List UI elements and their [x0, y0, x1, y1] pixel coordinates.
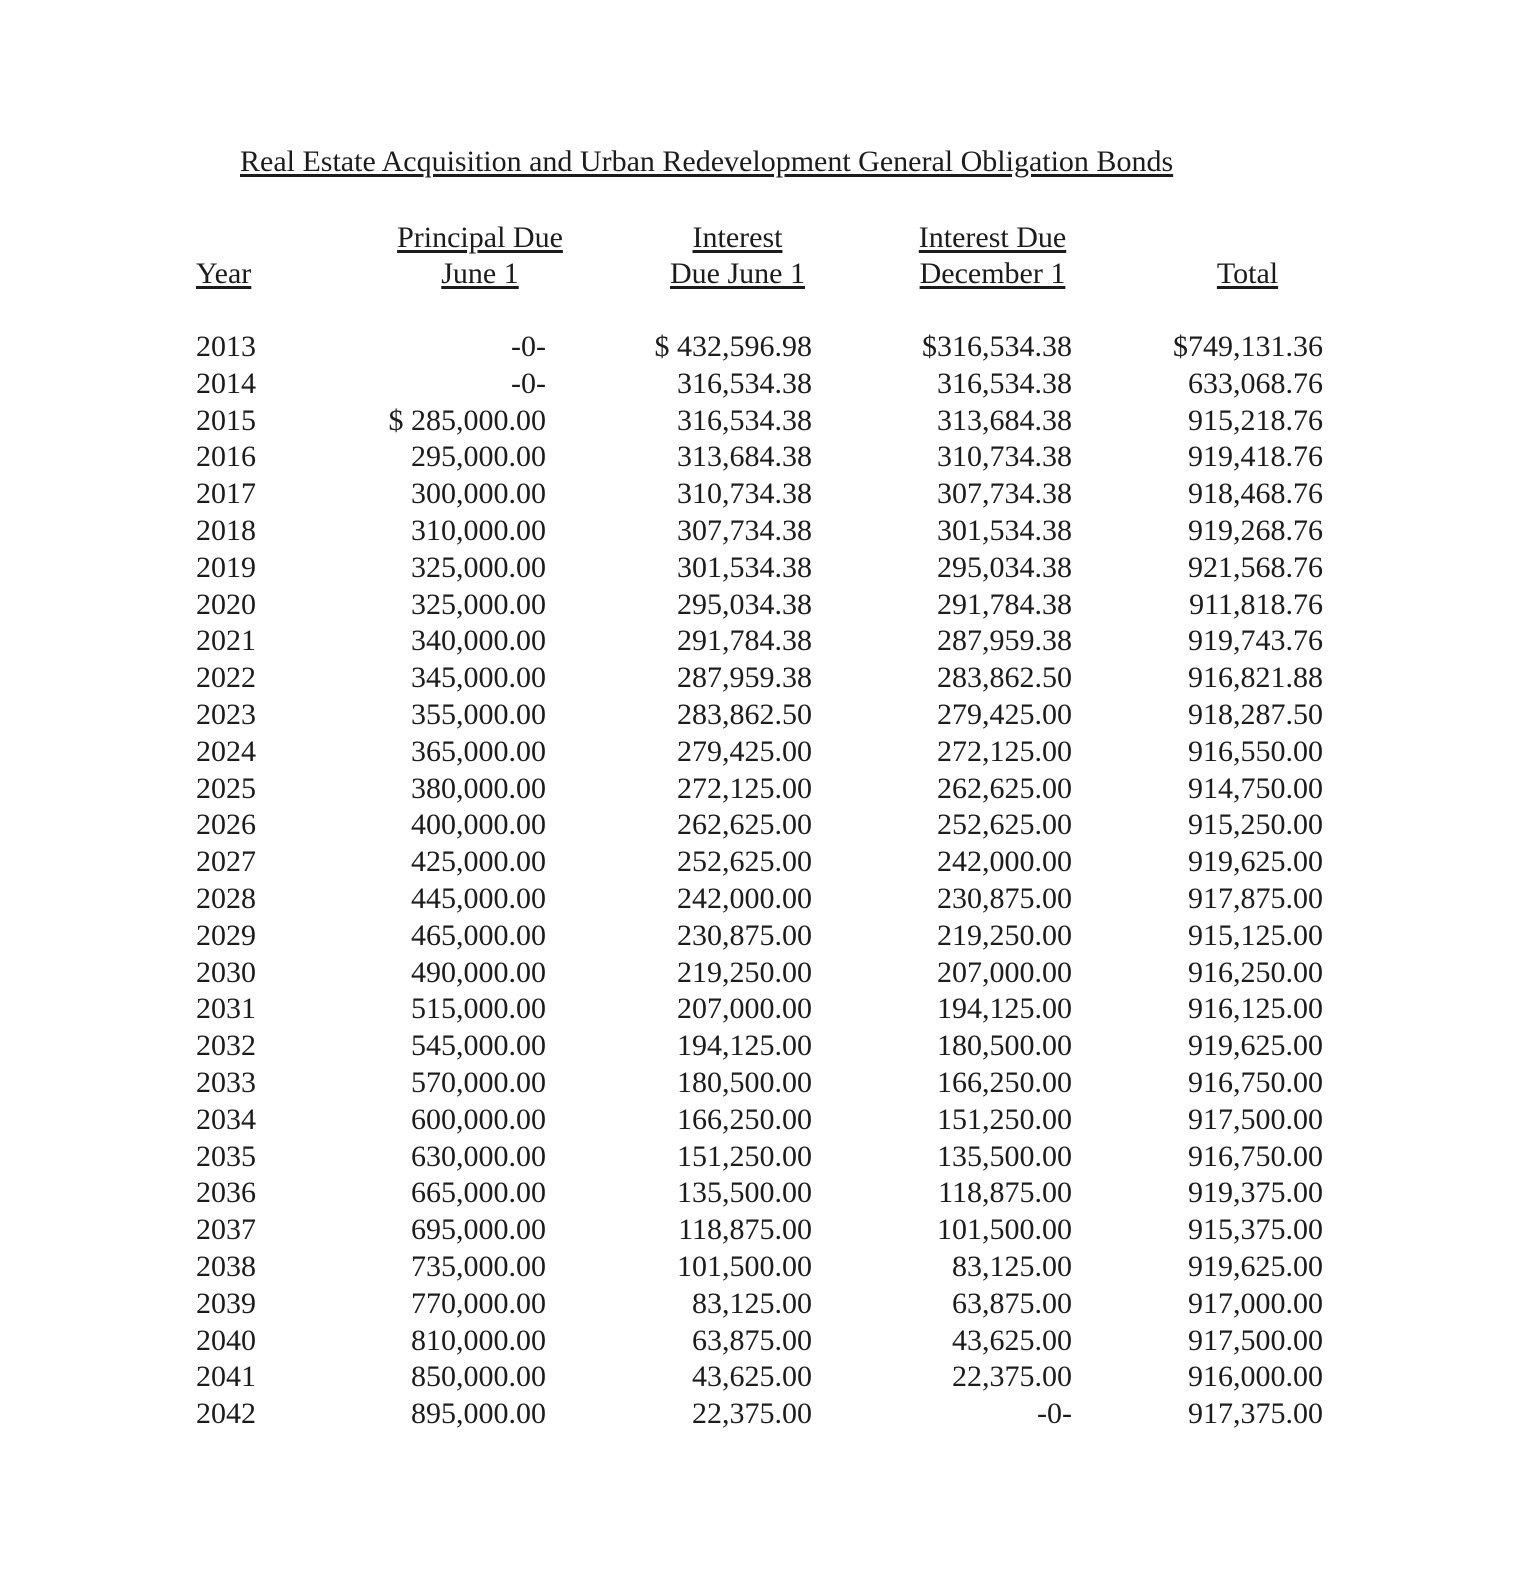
cell-total: 921,568.76: [1188, 550, 1323, 584]
cell-interest-june: 307,734.38: [677, 513, 812, 547]
cell-total: 919,375.00: [1188, 1176, 1323, 1210]
cell-interest-december: 316,534.38: [937, 366, 1072, 400]
cell-interest-june: 295,034.38: [677, 587, 812, 621]
cell-interest-june: 301,534.38: [677, 550, 812, 584]
cell-interest-december: 307,734.38: [937, 477, 1072, 511]
cell-principal: 400,000.00: [411, 808, 546, 842]
column-header-total-label: Total: [1216, 257, 1279, 290]
table-row: [0, 623, 1515, 660]
cell-total: 915,250.00: [1188, 808, 1323, 842]
cell-interest-december: 219,250.00: [937, 918, 1072, 952]
cell-principal: 570,000.00: [411, 1065, 546, 1099]
column-header-interest-june: [650, 220, 825, 292]
cell-total: 919,418.76: [1188, 440, 1323, 474]
cell-year: 2026: [196, 808, 256, 842]
cell-year: 2013: [196, 330, 256, 363]
table-row: [0, 1102, 1515, 1139]
table-row: [0, 881, 1515, 918]
table-row: [0, 403, 1515, 440]
cell-principal: -0-: [511, 366, 546, 400]
cell-interest-june: 279,425.00: [677, 734, 812, 768]
table-row: [0, 660, 1515, 697]
table-row: [0, 1359, 1515, 1396]
table-row: [0, 1249, 1515, 1286]
cell-total: 916,750.00: [1188, 1139, 1323, 1173]
column-header-year-label: Year: [196, 257, 252, 290]
cell-principal: 445,000.00: [411, 881, 546, 915]
cell-year: 2018: [196, 513, 256, 547]
cell-total: 919,268.76: [1188, 513, 1323, 547]
cell-year: 2033: [196, 1065, 256, 1099]
cell-interest-june: 252,625.00: [677, 845, 812, 879]
cell-interest-june: 207,000.00: [677, 992, 812, 1026]
table-row: [0, 476, 1515, 513]
cell-total: 915,218.76: [1188, 403, 1323, 437]
table-row: [0, 844, 1515, 881]
cell-year: 2024: [196, 734, 256, 768]
cell-total: 916,750.00: [1188, 1065, 1323, 1099]
cell-year: 2038: [196, 1249, 256, 1283]
cell-interest-june: 22,375.00: [692, 1397, 812, 1431]
cell-total: 916,250.00: [1188, 955, 1323, 989]
table-row: [0, 1286, 1515, 1323]
table-row: [0, 329, 1515, 366]
cell-principal: 465,000.00: [411, 918, 546, 952]
cell-interest-december: 262,625.00: [937, 771, 1072, 805]
cell-interest-june: 262,625.00: [677, 808, 812, 842]
cell-interest-june: 283,862.50: [677, 697, 812, 731]
cell-interest-december: 272,125.00: [937, 734, 1072, 768]
cell-interest-december: 101,500.00: [937, 1213, 1072, 1247]
cell-year: 2025: [196, 771, 256, 805]
cell-total: 915,125.00: [1188, 918, 1323, 952]
cell-total: 916,821.88: [1188, 661, 1323, 695]
cell-principal: 425,000.00: [411, 845, 546, 879]
table-row: [0, 1065, 1515, 1102]
column-header-interest-december: [900, 220, 1085, 292]
cell-year: 2028: [196, 881, 256, 915]
cell-total: 917,000.00: [1188, 1286, 1323, 1320]
column-header-interest-december-line2: December 1: [919, 257, 1066, 290]
cell-total: 915,375.00: [1188, 1213, 1323, 1247]
cell-year: 2040: [196, 1323, 256, 1357]
cell-principal: 895,000.00: [411, 1397, 546, 1431]
cell-interest-june: 230,875.00: [677, 918, 812, 952]
table-row: [0, 1396, 1515, 1433]
table-row: [0, 1175, 1515, 1212]
cell-year: 2035: [196, 1139, 256, 1173]
cell-principal: 295,000.00: [411, 440, 546, 474]
cell-interest-december: 180,500.00: [937, 1029, 1072, 1063]
cell-interest-december: 287,959.38: [937, 624, 1072, 658]
cell-principal: 325,000.00: [411, 550, 546, 584]
cell-interest-june: 310,734.38: [677, 477, 812, 511]
cell-principal: 340,000.00: [411, 624, 546, 658]
cell-principal: 365,000.00: [411, 734, 546, 768]
cell-total: 918,287.50: [1188, 697, 1323, 731]
cell-interest-june: 63,875.00: [692, 1323, 812, 1357]
cell-interest-december: 194,125.00: [937, 992, 1072, 1026]
cell-year: 2016: [196, 440, 256, 474]
table-row: [0, 697, 1515, 734]
cell-total: $749,131.36: [1173, 330, 1323, 363]
cell-interest-june: 316,534.38: [677, 403, 812, 437]
table-row: [0, 1028, 1515, 1065]
cell-principal: 600,000.00: [411, 1102, 546, 1136]
cell-year: 2023: [196, 697, 256, 731]
cell-total: 918,468.76: [1188, 477, 1323, 511]
cell-principal: 545,000.00: [411, 1029, 546, 1063]
cell-interest-june: 219,250.00: [677, 955, 812, 989]
cell-year: 2042: [196, 1397, 256, 1431]
cell-interest-june: 166,250.00: [677, 1102, 812, 1136]
cell-interest-june: 291,784.38: [677, 624, 812, 658]
column-header-year: [196, 256, 251, 292]
cell-interest-june: 313,684.38: [677, 440, 812, 474]
table-row: [0, 1212, 1515, 1249]
table-row: [0, 991, 1515, 1028]
cell-principal: 735,000.00: [411, 1249, 546, 1283]
cell-interest-june: 272,125.00: [677, 771, 812, 805]
cell-interest-june: 135,500.00: [677, 1176, 812, 1210]
cell-principal: 380,000.00: [411, 771, 546, 805]
cell-year: 2019: [196, 550, 256, 584]
cell-year: 2031: [196, 992, 256, 1026]
cell-interest-june: 194,125.00: [677, 1029, 812, 1063]
table-row: [0, 366, 1515, 403]
cell-year: 2022: [196, 661, 256, 695]
cell-interest-december: 151,250.00: [937, 1102, 1072, 1136]
document-title: Real Estate Acquisition and Urban Redevelopment General Obligation Bonds: [240, 145, 1174, 178]
table-row: [0, 955, 1515, 992]
cell-interest-december: 313,684.38: [937, 403, 1072, 437]
cell-year: 2027: [196, 845, 256, 879]
table-row: [0, 439, 1515, 476]
bond-schedule-table: [0, 329, 1515, 1433]
cell-principal: 490,000.00: [411, 955, 546, 989]
cell-interest-december: 118,875.00: [938, 1176, 1072, 1210]
table-row: [0, 771, 1515, 808]
cell-principal: 355,000.00: [411, 697, 546, 731]
cell-interest-december: 291,784.38: [937, 587, 1072, 621]
cell-interest-december: 242,000.00: [937, 845, 1072, 879]
cell-principal: 810,000.00: [411, 1323, 546, 1357]
cell-interest-june: 101,500.00: [677, 1249, 812, 1283]
cell-interest-december: 230,875.00: [937, 881, 1072, 915]
column-header-interest-june-line1: Interest: [692, 221, 783, 254]
cell-year: 2015: [196, 403, 256, 437]
table-row: [0, 918, 1515, 955]
cell-year: 2041: [196, 1360, 256, 1394]
cell-interest-december: 283,862.50: [937, 661, 1072, 695]
cell-total: 919,743.76: [1188, 624, 1323, 658]
cell-interest-june: 180,500.00: [677, 1065, 812, 1099]
cell-year: 2020: [196, 587, 256, 621]
cell-total: 916,125.00: [1188, 992, 1323, 1026]
cell-principal: 665,000.00: [411, 1176, 546, 1210]
cell-interest-june: 118,875.00: [678, 1213, 812, 1247]
cell-principal: 345,000.00: [411, 661, 546, 695]
cell-year: 2034: [196, 1102, 256, 1136]
cell-interest-december: 63,875.00: [952, 1286, 1072, 1320]
cell-year: 2032: [196, 1029, 256, 1063]
cell-total: 917,375.00: [1188, 1397, 1323, 1431]
cell-principal: 695,000.00: [411, 1213, 546, 1247]
cell-interest-december: 166,250.00: [937, 1065, 1072, 1099]
cell-total: 916,000.00: [1188, 1360, 1323, 1394]
cell-interest-december: 310,734.38: [937, 440, 1072, 474]
cell-interest-december: 252,625.00: [937, 808, 1072, 842]
column-header-interest-december-line1: Interest Due: [918, 221, 1067, 254]
cell-principal: 310,000.00: [411, 513, 546, 547]
table-row: [0, 550, 1515, 587]
column-header-principal-line2: June 1: [441, 257, 519, 290]
column-header-principal: [380, 220, 580, 292]
cell-principal: 300,000.00: [411, 477, 546, 511]
cell-principal: 630,000.00: [411, 1139, 546, 1173]
cell-year: 2017: [196, 477, 256, 511]
cell-year: 2029: [196, 918, 256, 952]
cell-total: 911,818.76: [1189, 587, 1323, 621]
cell-interest-june: 316,534.38: [677, 366, 812, 400]
cell-total: 919,625.00: [1188, 1249, 1323, 1283]
column-header-interest-june-line2: Due June 1: [670, 257, 805, 290]
cell-total: 919,625.00: [1188, 1029, 1323, 1063]
column-header-principal-line1: Principal Due: [397, 221, 563, 254]
cell-interest-december: 83,125.00: [952, 1249, 1072, 1283]
cell-total: 917,875.00: [1188, 881, 1323, 915]
cell-principal: 770,000.00: [411, 1286, 546, 1320]
cell-year: 2030: [196, 955, 256, 989]
table-row: [0, 1323, 1515, 1360]
table-row: [0, 587, 1515, 624]
cell-year: 2037: [196, 1213, 256, 1247]
table-row: [0, 734, 1515, 771]
table-row: [0, 807, 1515, 844]
cell-interest-december: 22,375.00: [952, 1360, 1072, 1394]
cell-total: 917,500.00: [1188, 1102, 1323, 1136]
cell-interest-june: $ 432,596.98: [654, 330, 812, 363]
cell-principal: -0-: [511, 330, 546, 363]
cell-year: 2014: [196, 366, 256, 400]
table-row: [0, 1139, 1515, 1176]
column-header-total: [1200, 256, 1295, 292]
table-row: [0, 513, 1515, 550]
cell-principal: $ 285,000.00: [388, 403, 546, 437]
cell-year: 2039: [196, 1286, 256, 1320]
cell-interest-december: 135,500.00: [937, 1139, 1072, 1173]
cell-total: 916,550.00: [1188, 734, 1323, 768]
cell-interest-june: 287,959.38: [677, 661, 812, 695]
cell-interest-december: -0-: [1037, 1397, 1072, 1431]
cell-total: 919,625.00: [1188, 845, 1323, 879]
cell-total: 914,750.00: [1188, 771, 1323, 805]
cell-principal: 515,000.00: [411, 992, 546, 1026]
cell-interest-december: 301,534.38: [937, 513, 1072, 547]
cell-year: 2036: [196, 1176, 256, 1210]
cell-interest-december: 207,000.00: [937, 955, 1072, 989]
cell-interest-december: $316,534.38: [922, 330, 1072, 363]
cell-year: 2021: [196, 624, 256, 658]
cell-interest-june: 83,125.00: [692, 1286, 812, 1320]
cell-interest-june: 151,250.00: [677, 1139, 812, 1173]
cell-interest-december: 43,625.00: [952, 1323, 1072, 1357]
cell-interest-december: 279,425.00: [937, 697, 1072, 731]
cell-interest-june: 242,000.00: [677, 881, 812, 915]
cell-total: 633,068.76: [1188, 366, 1323, 400]
cell-interest-december: 295,034.38: [937, 550, 1072, 584]
cell-interest-june: 43,625.00: [692, 1360, 812, 1394]
cell-principal: 325,000.00: [411, 587, 546, 621]
cell-principal: 850,000.00: [411, 1360, 546, 1394]
cell-total: 917,500.00: [1188, 1323, 1323, 1357]
